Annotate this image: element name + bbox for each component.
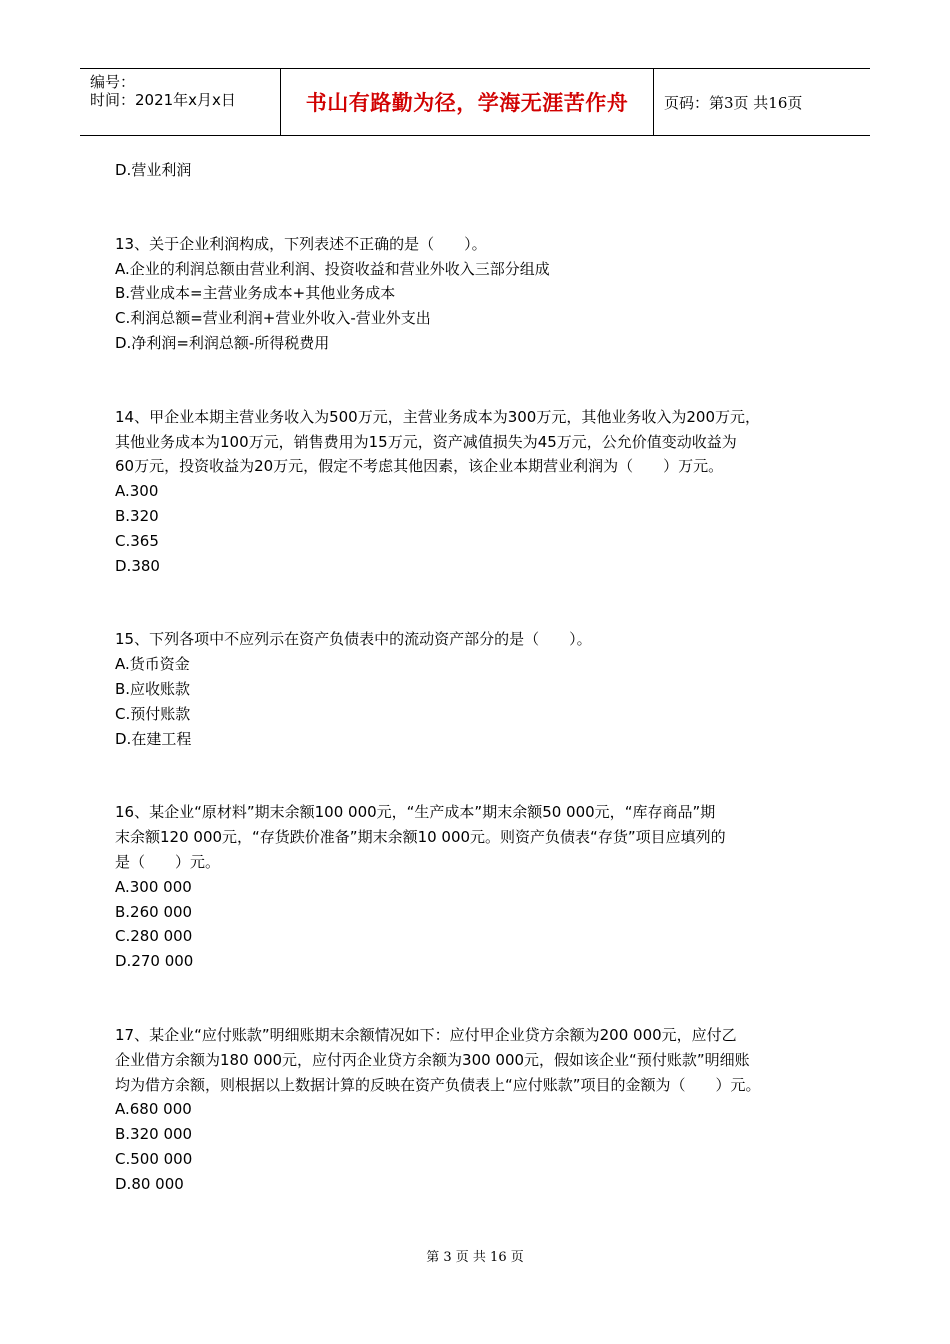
- question-stem-line: 60万元，投资收益为20万元，假定不考虑其他因素，该企业本期营业利润为（ ）万元。: [115, 457, 724, 476]
- option-d: D.在建工程: [115, 729, 192, 748]
- question-content: [115, 158, 855, 1197]
- page-footer: 第 3 页 共 16 页: [426, 1250, 524, 1265]
- option-a: A.货币资金: [115, 655, 190, 674]
- question-16: [115, 800, 855, 974]
- option-a: A.300 000: [115, 877, 192, 896]
- option-d: D.净利润=利润总额-所得税费用: [115, 333, 330, 352]
- question-stem-line: 均为借方余额，则根据以上数据计算的反映在资产负债表上“应付账款”项目的金额为（ ）元。: [115, 1075, 761, 1094]
- header-meta: [80, 69, 281, 135]
- question-17: [115, 1023, 855, 1197]
- option-a: A.680 000: [115, 1100, 192, 1119]
- question-stem: 15、下列各项中不应列示在资产负债表中的流动资产部分的是（ ）。: [115, 630, 592, 649]
- option-b: B.320 000: [115, 1125, 193, 1144]
- question-stem-line: 14、甲企业本期主营业务收入为500万元，主营业务成本为300万元，其他业务收入为200万元，: [115, 407, 760, 426]
- question-stem: 13、关于企业利润构成，下列表述不正确的是（ ）。: [115, 234, 487, 253]
- option-b: B.320: [115, 506, 159, 525]
- question-13: [115, 232, 855, 356]
- question-stem-line: 末余额120 000元，“存货跌价准备”期末余额10 000元。则资产负债表“存货”项目应填列的: [115, 828, 726, 847]
- q12-option-d: D.营业利润: [115, 161, 192, 179]
- option-d: D.380: [115, 556, 160, 575]
- option-a: A.300: [115, 482, 159, 501]
- option-c: C.365: [115, 531, 159, 550]
- header-motto: 书山有路勤为径，学海无涯苦作舟: [281, 69, 654, 135]
- question-stem-line: 是（ ）元。: [115, 852, 221, 871]
- option-d: D.270 000: [115, 952, 194, 971]
- question-stem-line: 17、某企业“应付账款”明细账期末余额情况如下：应付甲企业贷方余额为200 000元，应付乙: [115, 1025, 737, 1044]
- question-15: [115, 627, 855, 751]
- option-b: B.应收账款: [115, 679, 191, 698]
- number-label: 编号：: [90, 73, 136, 91]
- page-header: [80, 68, 870, 136]
- option-c: C.280 000: [115, 927, 193, 946]
- question-stem-line: 其他业务成本为100万元，销售费用为15万元，资产减值损失为45万元，公允价值变动收益为: [115, 432, 737, 451]
- question-stem-line: 企业借方余额为180 000元，应付丙企业贷方余额为300 000元，假如该企业“预付账款”明细账: [115, 1050, 750, 1069]
- question-stem-line: 16、某企业“原材料”期末余额100 000元，“生产成本”期末余额50 000元，“库存商品”期: [115, 803, 716, 822]
- question-14: [115, 405, 855, 579]
- option-c: C.利润总额=营业利润+营业外收入-营业外支出: [115, 309, 431, 328]
- option-c: C.500 000: [115, 1149, 193, 1168]
- option-a: A.企业的利润总额由营业利润、投资收益和营业外收入三部分组成: [115, 259, 550, 278]
- option-c: C.预付账款: [115, 704, 191, 723]
- time-label: 时间：2021年x月x日: [90, 91, 236, 109]
- option-b: B.260 000: [115, 902, 193, 921]
- option-d: D.80 000: [115, 1174, 184, 1193]
- header-page-label: 页码：第3页 共16页: [664, 93, 803, 112]
- option-b: B.营业成本=主营业务成本+其他业务成本: [115, 284, 396, 303]
